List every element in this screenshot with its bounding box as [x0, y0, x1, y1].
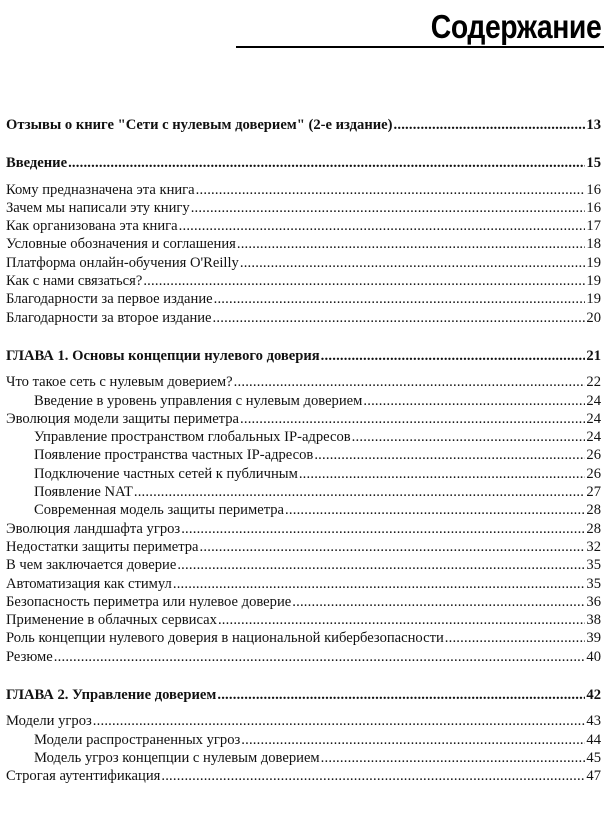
toc-entry-section[interactable]	[6, 593, 601, 611]
toc-page-number: 24	[586, 410, 601, 427]
toc-leader-dots	[321, 347, 586, 365]
toc-leader-dots	[299, 465, 586, 483]
toc-entry-label: Модели угроз	[6, 713, 92, 730]
toc-entry-label: Появление пространства частных IP-адресов	[34, 447, 314, 464]
toc-spacer	[6, 173, 601, 181]
toc-entry-section[interactable]	[6, 629, 601, 647]
toc-leader-dots	[292, 593, 585, 611]
toc-entry-label: Применение в облачных сервисах	[6, 612, 217, 629]
toc-entry-label: Автоматизация как стимул	[6, 575, 172, 592]
toc-page-number: 26	[586, 447, 601, 464]
toc-entry-label: Отзывы о книге "Сети с нулевым доверием" (2-е издание)	[6, 117, 393, 133]
toc-entry-label: Появление NAT	[34, 484, 133, 501]
toc-page-number: 24	[586, 429, 601, 446]
toc-leader-dots	[214, 290, 586, 308]
toc-entry-subsection[interactable]	[6, 428, 601, 446]
toc-entry-section[interactable]	[6, 767, 601, 785]
toc-page-number: 17	[586, 218, 601, 235]
toc-leader-dots	[240, 410, 585, 428]
toc-leader-dots	[213, 309, 586, 327]
toc-entry-section[interactable]	[6, 373, 601, 391]
toc-leader-dots	[179, 217, 586, 235]
toc-entry-subsection[interactable]	[6, 501, 601, 519]
toc-entry-label: Кому предназначена эта книга	[6, 181, 195, 198]
toc-entry-label: Условные обозначения и соглашения	[6, 236, 236, 253]
toc-entry-subsection[interactable]	[6, 731, 601, 749]
toc-page-number: 28	[586, 502, 601, 519]
toc-leader-dots	[173, 575, 586, 593]
toc-entry-chapter[interactable]	[6, 686, 601, 704]
toc-page-number: 19	[586, 273, 601, 290]
toc-entry-label: Эволюция ландшафта угроз	[6, 520, 181, 537]
toc-entry-section[interactable]	[6, 556, 601, 574]
toc-leader-dots	[181, 520, 585, 538]
toc-entry-label: Как организована эта книга	[6, 218, 178, 235]
toc-entry-label: Что такое сеть с нулевым доверием?	[6, 374, 233, 391]
toc-entry-label: Введение в уровень управления с нулевым доверием	[34, 392, 363, 409]
toc-page-number: 20	[586, 309, 601, 326]
toc-leader-dots	[321, 749, 586, 767]
toc-leader-dots	[352, 428, 586, 446]
toc-page-number: 35	[586, 575, 601, 592]
toc-leader-dots	[314, 446, 585, 464]
toc-leader-dots	[191, 199, 586, 217]
toc-page-number: 35	[586, 557, 601, 574]
toc-spacer	[6, 666, 601, 686]
page-title: Содержание	[430, 8, 601, 45]
toc-spacer	[6, 704, 601, 712]
toc-leader-dots	[241, 731, 585, 749]
toc-entry-label: Введение	[6, 155, 68, 172]
toc-leader-dots	[218, 611, 585, 629]
toc-entry-section[interactable]	[6, 254, 601, 272]
toc-entry-section[interactable]	[6, 575, 601, 593]
toc-leader-dots	[363, 392, 585, 410]
toc-entry-section[interactable]	[6, 272, 601, 290]
toc-page-number: 42	[586, 687, 601, 704]
toc-entry-label: Подключение частных сетей к публичным	[34, 465, 298, 482]
toc-leader-dots	[200, 538, 586, 556]
toc-entry-label: Как с нами связаться?	[6, 273, 143, 290]
toc-entry-section[interactable]	[6, 290, 601, 308]
toc-entry-label: Платформа онлайн-обучения O'Reilly	[6, 254, 239, 271]
toc-page-number: 19	[586, 254, 601, 271]
toc-leader-dots	[68, 154, 585, 172]
toc-entry-label: Благодарности за первое издание	[6, 291, 213, 308]
toc-entry-section[interactable]	[6, 217, 601, 235]
toc-entry-label: Модели распространенных угроз	[34, 731, 241, 748]
toc-entry-subsection[interactable]	[6, 483, 601, 501]
toc-leader-dots	[177, 556, 585, 574]
toc-entry-section[interactable]	[6, 712, 601, 730]
toc-page-number: 28	[586, 520, 601, 537]
toc-spacer	[6, 327, 601, 347]
toc-spacer	[6, 365, 601, 373]
toc-leader-dots	[134, 483, 586, 501]
toc-entry-label: Эволюция модели защиты периметра	[6, 410, 240, 427]
toc-entry-label: Управление пространством глобальных IP-адресов	[34, 429, 351, 446]
toc-page-number: 32	[586, 538, 601, 555]
toc-entry-label: Резюме	[6, 648, 53, 665]
toc-entry-subsection[interactable]	[6, 446, 601, 464]
toc-entry-section[interactable]	[6, 410, 601, 428]
toc-entry-label: Безопасность периметра или нулевое доверие	[6, 593, 292, 610]
toc-page-number: 39	[586, 630, 601, 647]
toc-leader-dots	[234, 373, 586, 391]
toc-entry-subsection[interactable]	[6, 749, 601, 767]
toc-page-number: 47	[586, 768, 601, 785]
toc-entry-label: Модель угроз концепции с нулевым доверием	[34, 749, 320, 766]
toc-leader-dots	[93, 712, 586, 730]
toc-leader-dots	[161, 767, 585, 785]
toc-entry-label: Современная модель защиты периметра	[34, 502, 285, 519]
toc-leader-dots	[217, 686, 585, 704]
toc-entry-subsection[interactable]	[6, 392, 601, 410]
toc-entry-section[interactable]	[6, 538, 601, 556]
toc-entry-section[interactable]	[6, 611, 601, 629]
toc-page-number: 16	[586, 181, 601, 198]
toc-page-number: 43	[586, 713, 601, 730]
toc-entry-chapter[interactable]	[6, 154, 601, 172]
toc-entry-label: Роль концепции нулевого доверия в национальной кибербезопасности	[6, 630, 444, 647]
toc-entry-chapter[interactable]	[6, 347, 601, 365]
toc-entry-label: В чем заключается доверие	[6, 557, 177, 574]
toc-entry-section[interactable]	[6, 648, 601, 666]
toc-page-number: 16	[586, 199, 601, 216]
toc-page-number: 26	[586, 465, 601, 482]
toc-leader-dots	[394, 116, 586, 134]
toc-entry-label: Благодарности за второе издание	[6, 309, 212, 326]
toc-leader-dots	[240, 254, 586, 272]
toc-page-number: 27	[586, 484, 601, 501]
toc-leader-dots	[285, 501, 585, 519]
toc-page-number: 36	[586, 593, 601, 610]
toc-page-number: 21	[586, 347, 601, 364]
toc-page-number: 18	[586, 236, 601, 253]
toc-page-number: 45	[586, 749, 601, 766]
toc-entry-label: ГЛАВА 2. Управление доверием	[6, 687, 217, 704]
toc-leader-dots	[237, 235, 586, 253]
toc-page-number: 15	[586, 155, 601, 172]
toc-leader-dots	[54, 648, 586, 666]
toc-page-number: 40	[586, 648, 601, 665]
toc-entry-section[interactable]	[6, 309, 601, 327]
toc-entry-label: Строгая аутентификация	[6, 768, 161, 785]
toc-entry-label: ГЛАВА 1. Основы концепции нулевого доверия	[6, 347, 320, 364]
toc-page-number: 44	[586, 731, 601, 748]
toc-page-number: 19	[586, 291, 601, 308]
toc-spacer	[6, 134, 601, 154]
toc-leader-dots	[445, 629, 586, 647]
toc-entry-subsection[interactable]	[6, 465, 601, 483]
toc-entry-section[interactable]	[6, 199, 601, 217]
toc-entry-label: Недостатки защиты периметра	[6, 538, 199, 555]
toc-entry-section[interactable]	[6, 235, 601, 253]
toc-entry-section[interactable]	[6, 520, 601, 538]
toc-page-number: 13	[586, 117, 601, 133]
toc-leader-dots	[196, 181, 586, 199]
toc-entry-chapter[interactable]	[6, 116, 601, 134]
toc-entry-label: Зачем мы написали эту книгу	[6, 199, 190, 216]
table-of-contents	[6, 116, 601, 786]
toc-page-number: 22	[586, 374, 601, 391]
title-underline	[236, 46, 604, 48]
toc-page-number: 24	[586, 392, 601, 409]
toc-leader-dots	[143, 272, 585, 290]
toc-page-number: 38	[586, 612, 601, 629]
toc-entry-section[interactable]	[6, 181, 601, 199]
